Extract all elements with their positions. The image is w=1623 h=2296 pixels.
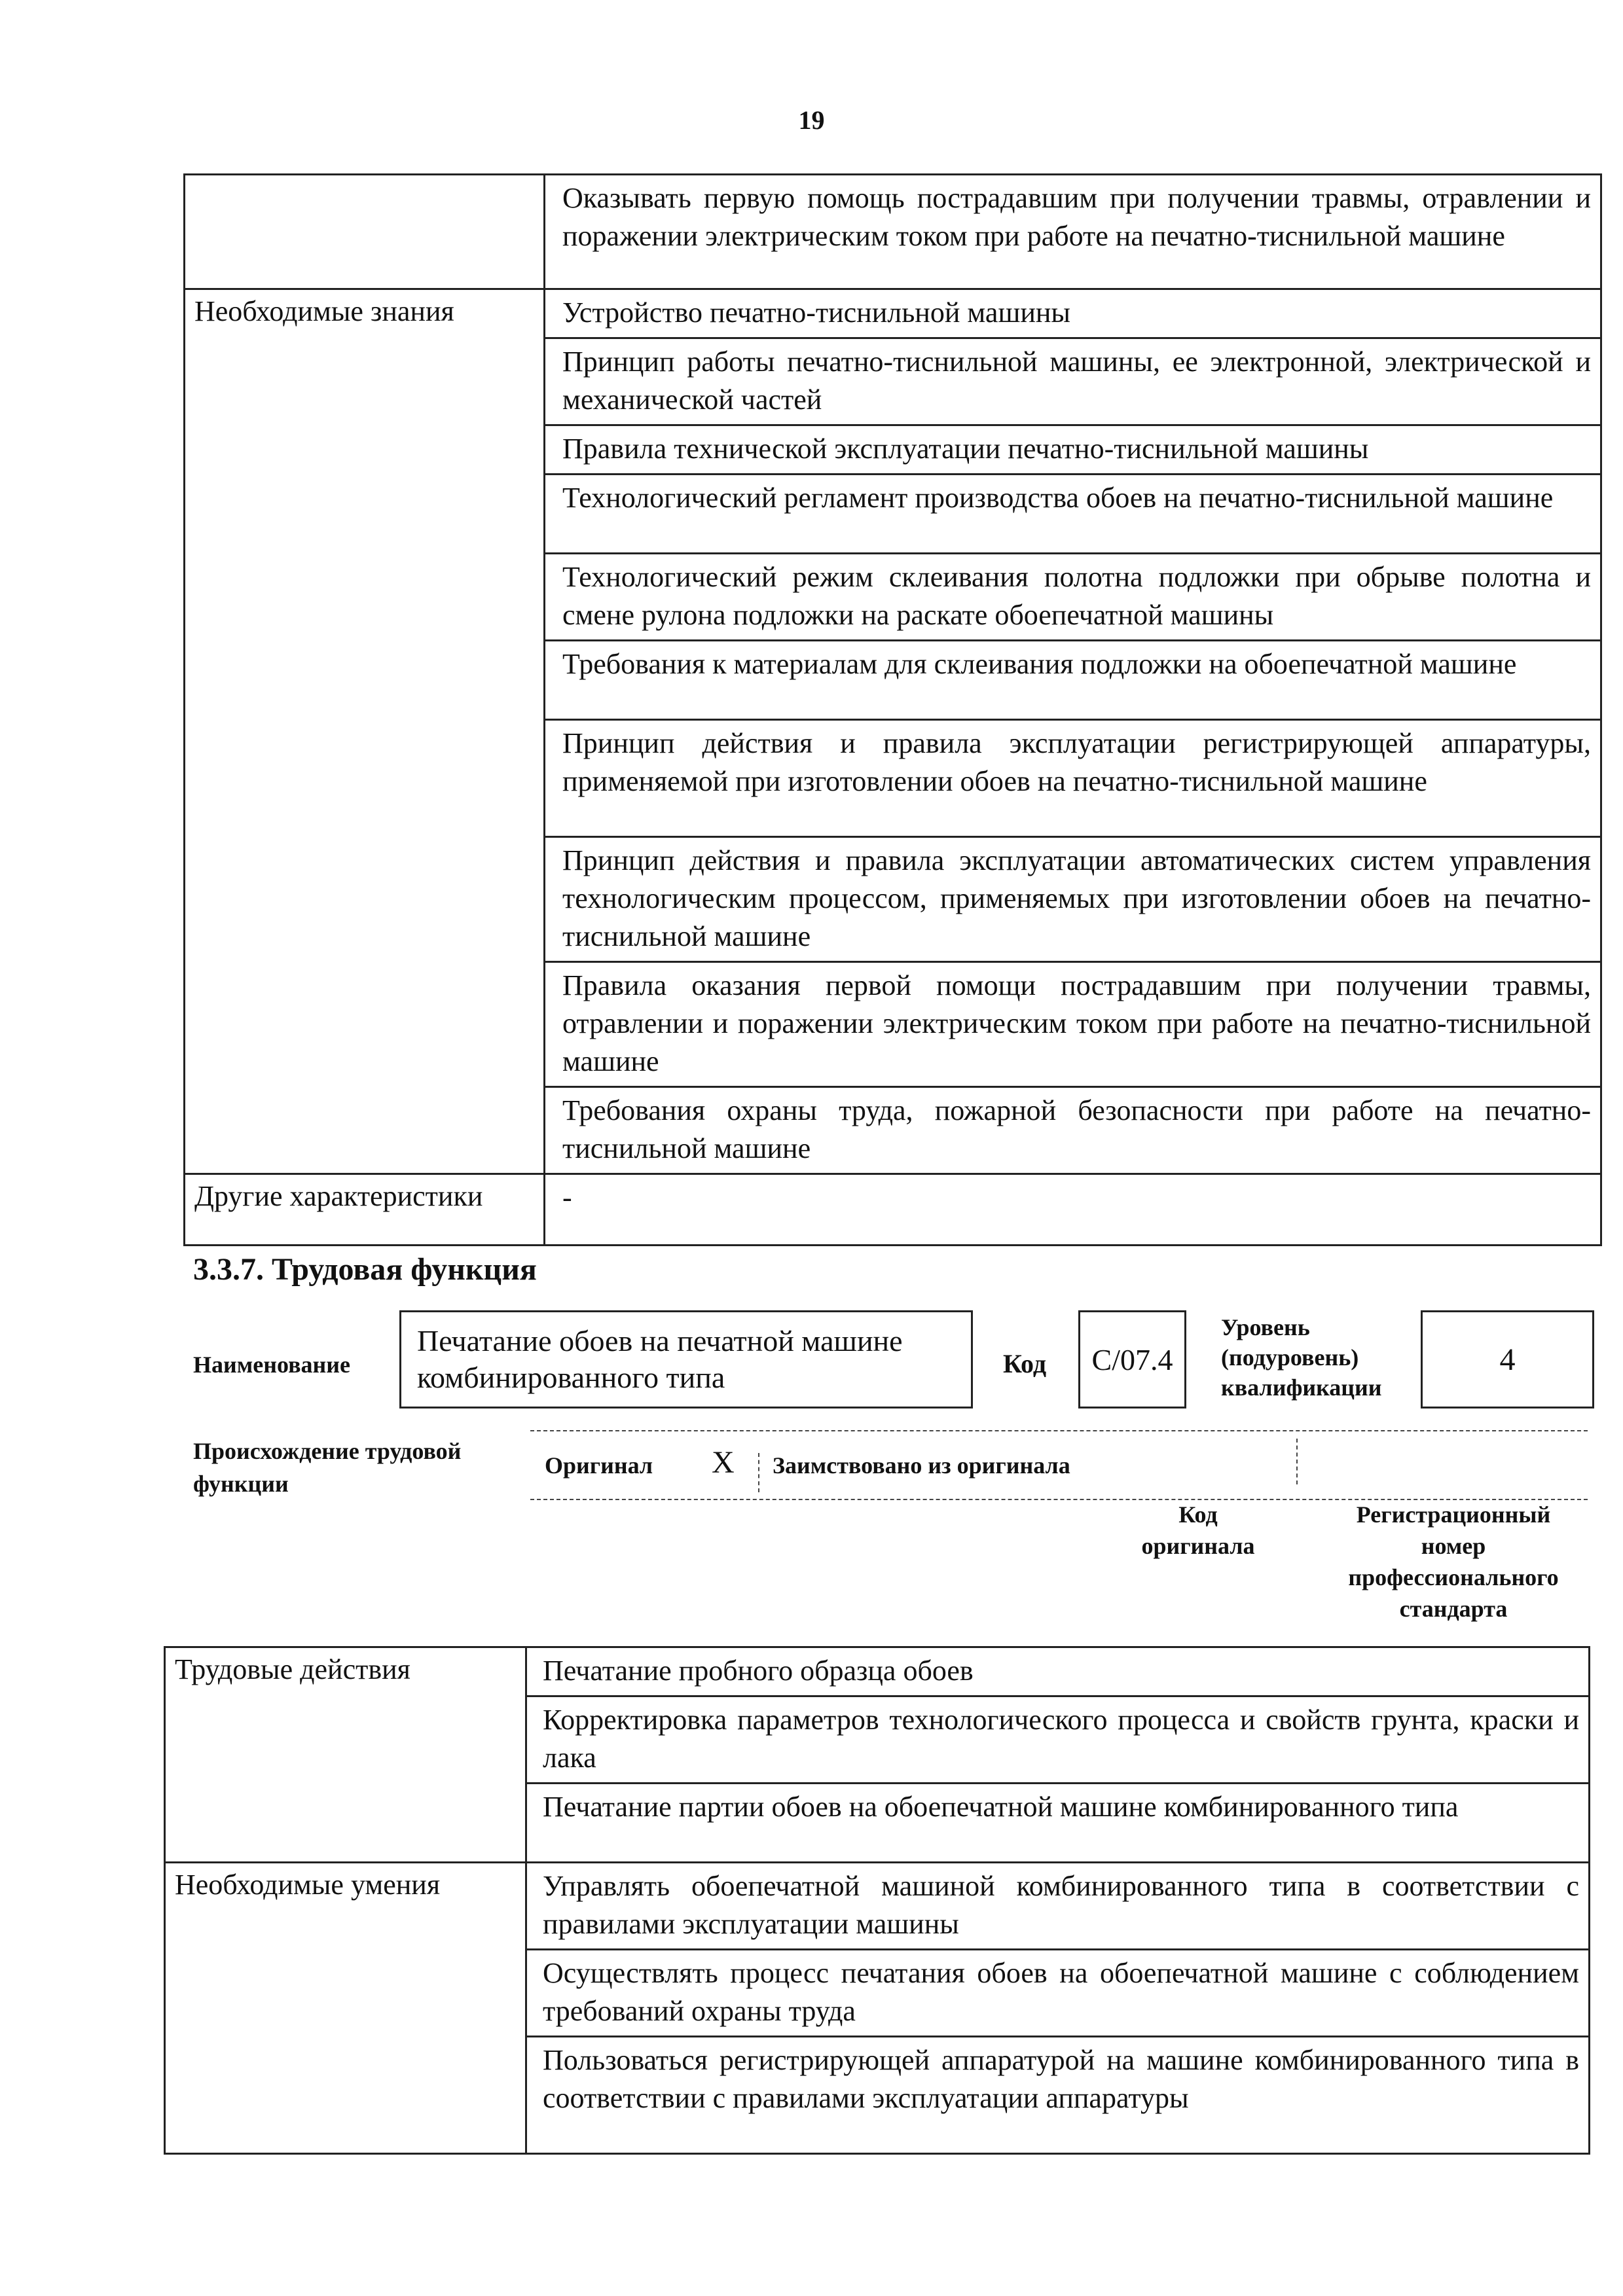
code-label: Код (1003, 1349, 1047, 1378)
level-label-line: (подуровень) (1221, 1344, 1359, 1371)
name-value: Печатание обоев на печатной машине комбинированного типа (417, 1324, 903, 1394)
caption-line: оригинала (1141, 1533, 1255, 1559)
page-number: 19 (798, 105, 825, 135)
table-cell: Технологический регламент производства обоев на печатно-тиснильной машине (545, 475, 1601, 554)
caption-line: Код (1178, 1501, 1218, 1528)
name-label: Наименование (193, 1352, 350, 1378)
table-cell: Требования охраны труда, пожарной безопасности при работе на печатно-тиснильной машине (545, 1087, 1601, 1174)
table-cell: Принцип действия и правила эксплуатации регистрирующей аппаратуры, применяемой при изготовлении обоев на печатно-тиснильной машине (545, 720, 1601, 837)
table-cell: Устройство печатно-тиснильной машины (545, 289, 1601, 338)
row-label: Необходимые знания (185, 289, 545, 1174)
caption-line: стандарта (1399, 1596, 1508, 1622)
table-cell: Требования к материалам для склеивания подложки на обоепечатной машине (545, 641, 1601, 720)
level-label-line: Уровень (1221, 1314, 1310, 1340)
table-row (185, 1174, 1601, 1246)
reg-number-caption (1322, 1499, 1584, 1624)
actions-skills-table (164, 1646, 1590, 2155)
caption-line: Регистрационный (1356, 1501, 1551, 1528)
code-value-box (1078, 1310, 1186, 1408)
table-cell: Управлять обоепечатной машиной комбинированного типа в соответствии с правилами эксплуатации машины (526, 1863, 1590, 1950)
section-title: 3.3.7. Трудовая функция (193, 1252, 537, 1287)
table-row (165, 1647, 1590, 1696)
table-cell: Корректировка параметров технологического процесса и свойств грунта, краски и лака (526, 1696, 1590, 1784)
original-mark: X (712, 1445, 735, 1480)
table-cell: Оказывать первую помощь пострадавшим при получении травмы, отравлении и поражении электрическим током при работе на печатно-тиснильной машине (545, 175, 1601, 289)
table-cell: Печатание партии обоев на обоепечатной машине комбинированного типа (526, 1784, 1590, 1863)
code-value: С/07.4 (1091, 1342, 1173, 1376)
row-label: Необходимые умения (165, 1863, 526, 2154)
row-label: Другие характеристики (185, 1174, 545, 1246)
table-cell: Правила оказания первой помощи пострадавшим при получении травмы, отравлении и поражении электрическим током при работе на печатно-тиснильной машине (545, 962, 1601, 1087)
table-cell: Пользоваться регистрирующей аппаратурой на машине комбинированного типа в соответствии с правилами эксплуатации аппаратуры (526, 2037, 1590, 2154)
origin-label-line: Происхождение трудовой (193, 1438, 462, 1464)
level-value-box (1421, 1310, 1594, 1408)
table-row (185, 175, 1601, 289)
code-original-caption (1126, 1499, 1270, 1562)
caption-line: номер (1421, 1533, 1486, 1559)
original-label: Оригинал (545, 1452, 653, 1479)
knowledge-table (183, 173, 1602, 1246)
table-cell: Осуществлять процесс печатания обоев на обоепечатной машине с соблюдением требований охраны труда (526, 1950, 1590, 2037)
level-label-line: квалификации (1221, 1374, 1382, 1401)
table-cell: Правила технической эксплуатации печатно-тиснильной машины (545, 425, 1601, 475)
borrowed-label: Заимствовано из оригинала (773, 1452, 1070, 1479)
table-cell: Печатание пробного образца обоев (526, 1647, 1590, 1696)
row-label (185, 175, 545, 289)
table-cell: Технологический режим склеивания полотна подложки при обрыве полотна и смене рулона подложки на раскате обоепечатной машины (545, 554, 1601, 641)
origin-label (193, 1435, 461, 1500)
row-label: Трудовые действия (165, 1647, 526, 1863)
origin-label-line: функции (193, 1471, 289, 1497)
origin-top-border (530, 1430, 1588, 1431)
table-cell: Принцип работы печатно-тиснильной машины, ее электронной, электрической и механической частей (545, 338, 1601, 425)
caption-line: профессионального (1348, 1564, 1559, 1590)
level-label (1221, 1312, 1382, 1403)
level-value: 4 (1499, 1342, 1516, 1377)
origin-divider (1296, 1439, 1298, 1484)
origin-divider (758, 1453, 759, 1492)
name-value-box (399, 1310, 973, 1408)
table-row (165, 1863, 1590, 1950)
table-cell: - (545, 1174, 1601, 1246)
table-cell: Принцип действия и правила эксплуатации автоматических систем управления технологическим процессом, применяемых при изготовлении обоев на печатно-тиснильной машине (545, 837, 1601, 962)
table-row (185, 289, 1601, 338)
